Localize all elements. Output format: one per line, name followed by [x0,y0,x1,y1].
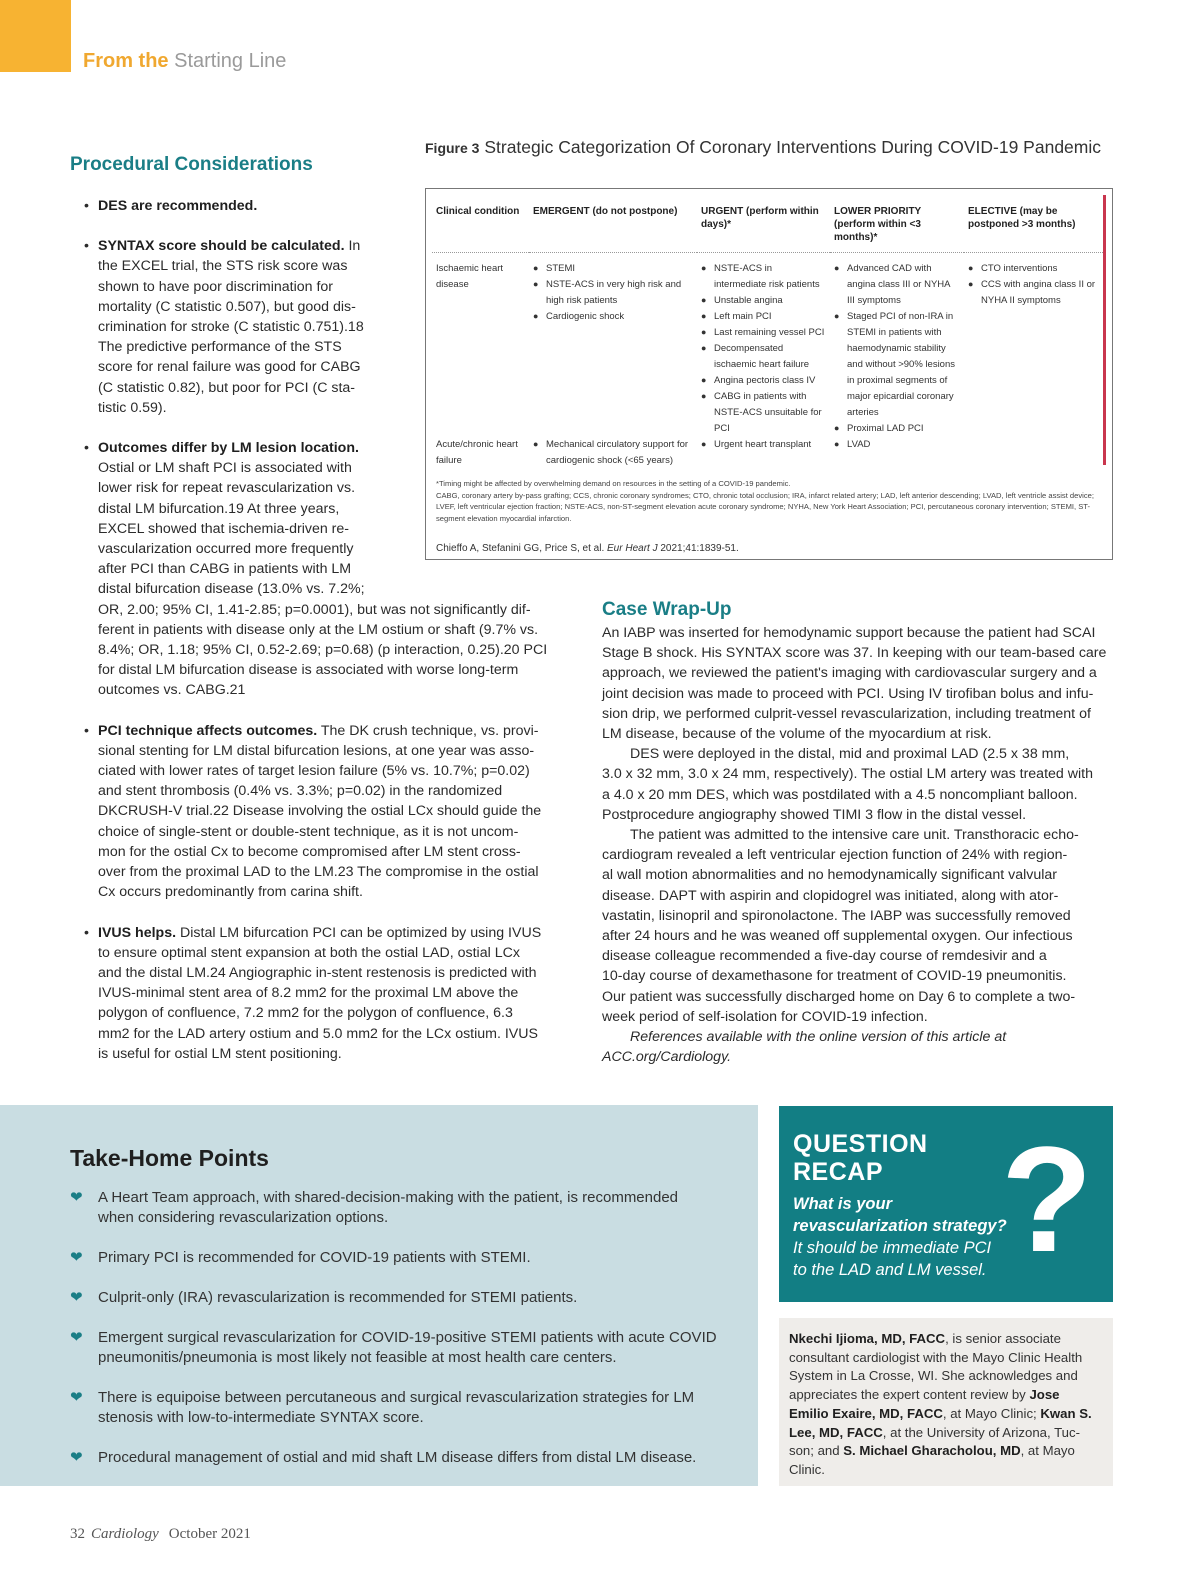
heart-icon: ❤ [70,1388,83,1406]
section-header: From the Starting Line [83,50,287,72]
text-line: shown to have poor discrimination for [98,278,334,295]
text-line: The predictive performance of the STS [98,339,342,356]
table-list-item: ● Staged PCI of non-IRA in STEMI in patients with haemodynamic stability and without >90% lesions in proximal segments of major epicardial coronary arteries [834,309,960,421]
list-item: • DES are recommended. [84,198,258,214]
author-bio: Nkechi Ijioma, MD, FACC, is senior associate consultant cardiologist with the Mayo Clinic Health System in La Crosse, WI. She acknowledges and appreciates the expert content review by Jose Emilio Exaire, MD, FACC, at Mayo Clinic; Kwan S. Lee, MD, FACC, at the University of Arizona, Tuc- son; and S. Michael Gharacholou, MD, at Mayo Clinic. [789,1331,1092,1477]
take-home-item [70,1328,760,1369]
text-line: DES were deployed in the distal, mid and proximal LAD (2.5 x 38 mm, [630,746,1070,763]
text-line: over from the proximal LAD to the LM.23 The compromise in the ostial [98,864,539,881]
text-line: choice of single-stent or double-stent technique, as it is not uncom- [98,823,519,840]
table-cell: Ischaemic heart disease [436,263,504,290]
text-line: sion drip, we performed culprit-vessel revascularization, including treatment of [602,705,1091,722]
text-line: score for renal failure was good for CABG [98,359,361,376]
text-line: distal LM bifurcation.19 At three years, [98,500,340,517]
table-list-item: ● NSTE-ACS in intermediate risk patients [701,261,826,293]
text-line: and stent thrombosis (0.4% vs. 3.3%; p=0.02) in the randomized [98,783,503,800]
text-line: ACC.org/Cardiology. [602,1049,732,1066]
list-item: • SYNTAX score should be calculated. In the EXCEL trial, the STS risk score was shown to have poor discrimination for mortality (C statistic 0.507), but good dis- crimination for stroke (C statistic 0.751).18 The predictive performance of the STS score for renal failure was good for CABG (C statistic 0.82), but poor for PCI (C sta- tistic 0.59). [84,236,584,418]
table-list-item: ● Urgent heart transplant [701,437,826,453]
figure-table-frame [432,195,1106,465]
text-line: OR, 2.00; 95% CI, 1.41-2.85; p=0.0001), but was not significantly dif- [98,601,531,618]
text-line: mon for the ostial Cx to become compromised after LM stent cross- [98,843,521,860]
text-line: al wall motion abnormalities and no hemodynamically significant valvular [602,867,1058,884]
answer-text: It should be immediate PCI to the LAD and LM vessel. [793,1239,992,1279]
figure-box [425,188,1113,560]
text-line: a 4.0 x 20 mm DES, which was postdilated with a 4.5 noncompliant balloon. [602,786,1078,803]
list-item: • PCI technique affects outcomes. The DK crush technique, vs. provi- sional stenting for LM distal bifurcation lesions, at one year was asso- ciated with lower rates of target lesion failure (5% vs. 10.7%; p=0.02) and stent thrombosis (0.4% vs. 3.3%; p=0.02) in the randomized DKCRUSH-V trial.22 Disease involving the ostial LCx should guide the choice of single-stent or double-stent technique, as it is not uncom- mon for the ostial Cx to become compromised after LM stent cross- over from the proximal LAD to the LM.23 The compromise in the ostial Cx occurs predominantly from carina shift. [84,721,584,903]
text-line: A Heart Team approach, with shared-decision-making with the patient, is recommended [98,1189,679,1206]
table-list-item: ● CABG in patients with NSTE-ACS unsuitable for PCI [701,389,826,437]
text-line: An IABP was inserted for hemodynamic support because the patient had SCAI [602,625,1096,641]
text-line: Ostial or LM shaft PCI is associated with [98,460,352,477]
magazine-name: Cardiology [91,1526,159,1542]
text-line: Our patient was successfully discharged home on Day 6 to complete a two- [602,988,1076,1005]
text-line: week period of self-isolation for COVID-19 infection. [602,1008,928,1025]
text-line: 10-day course of dexamethasone for treatment of COVID-19 pneumonitis. [602,968,1067,985]
text-line: mm2 for the LAD artery ostium and 5.0 mm2 for the LCx ostium. IVUS [98,1025,538,1042]
author-bio-box [779,1318,1113,1486]
table-list-item: ● Left main PCI [701,309,826,325]
text-line: disease colleague recommended a five-day course of remdesivir and a [602,948,1047,965]
text-line: outcomes vs. CABG.21 [98,682,246,699]
take-home-item [70,1248,760,1268]
procedural-heading: Procedural Considerations [70,154,313,175]
figure-table [432,195,1103,469]
text-line: after PCI than CABG in patients with LM [98,561,352,578]
text-line: pneumonitis/pneumonia is most likely not feasible at most health care centers. [98,1348,617,1366]
text-line: (C statistic 0.82), but poor for PCI (C sta- [98,379,356,396]
text-line: disease. DAPT with aspirin and clopidogrel was initiated, along with ator- [602,887,1059,904]
text-line: mortality (C statistic 0.507), but good dis- [98,298,356,315]
text-line: The patient was admitted to the intensive care unit. Transthoracic echo- [630,827,1079,844]
text-line: References available with the online version of this article at [630,1029,1007,1046]
text-line: crimination for stroke (C statistic 0.751).18 [98,319,364,336]
heart-icon: ❤ [70,1249,83,1267]
case-wrapup-text [602,623,1114,1067]
text-line: 8.4%; OR, 1.18; 95% CI, 0.52-2.69; p=0.68) (p interaction, 0.25).20 PCI [98,642,548,659]
text-line: ciated with lower rates of target lesion failure (5% vs. 10.7%; p=0.02) [98,763,530,780]
text-line: Cx occurs predominantly from carina shift. [98,884,363,901]
corner-tab [0,0,71,72]
text-line: and the distal LM.24 Angiographic in-stent restenosis is predicted with [98,964,537,981]
table-cell: Acute/chronic heart failure [436,439,518,466]
table-list-item: ● CTO interventions [968,261,1099,277]
column-header: LOWER PRIORITY (perform within <3 months)* [830,195,964,253]
text-line: Postprocedure angiography showed TIMI 3 flow in the distal vessel. [602,806,1027,823]
heart-icon: ❤ [70,1448,83,1466]
list-item: • Outcomes differ by LM lesion location. Ostial or LM shaft PCI is associated with lower risk for repeat revascularization vs. distal LM bifurcation.19 At three years, EXCEL showed that ischemia-driven re- vascularization occurred more frequently after PCI than CABG in patients with LM distal bifurcation disease (13.0% vs. 7.2%; OR, 2.00; 95% CI, 1.41-2.85; p=0.0001), but was not significantly dif- ferent in patients with disease only at the LM ostium or shaft (9.7% vs. 8.4%; OR, 1.18; 95% CI, 0.52-2.69; p=0.68) (p interaction, 0.25).20 PCI for distal LM bifurcation disease is associated with worse long-term outcomes vs. CABG.21 [84,438,584,701]
table-list-item: ● CCS with angina class II or NYHA II symptoms [968,277,1099,309]
column-header: EMERGENT (do not postpone) [529,195,697,253]
table-list-item: ● Last remaining vessel PCI [701,325,826,341]
take-home-heading: Take-Home Points [70,1145,269,1171]
text-line: Emergent surgical revascularization for COVID-19-positive STEMI patients with acute COVID [98,1328,717,1346]
text-line: stenosis with low-to-intermediate SYNTAX score. [98,1409,424,1427]
table-list-item: ● Mechanical circulatory support for cardiogenic shock (<65 years) [533,437,693,469]
question-mark-icon: ? [1001,1115,1093,1283]
text-line: to ensure optimal stent expansion at both the ostial LAD, ostial LCx [98,944,520,961]
table-list-item: ● Advanced CAD with angina class III or NYHA III symptoms [834,261,960,309]
text-line: approach, we reviewed the patient's imaging with cardiovascular surgery and a [602,665,1097,682]
text-line: sional stenting for LM distal bifurcation lesions, at one year was asso- [98,742,535,759]
issue-date: October 2021 [168,1526,251,1542]
text-line: There is equipoise between percutaneous and surgical revascularization strategies for LM [98,1388,695,1406]
text-line: Culprit-only (IRA) revascularization is recommended for STEMI patients. [98,1288,578,1306]
question-text: What is your revascularization strategy? [793,1195,1007,1235]
table-list-item: ● Unstable angina [701,293,826,309]
figure-notes [436,478,1104,524]
text-line: when considering revascularization options. [98,1209,389,1227]
case-wrapup-heading: Case Wrap-Up [602,599,732,620]
question-recap-box [779,1106,1113,1302]
take-home-list [70,1188,760,1488]
text-line: Primary PCI is recommended for COVID-19 patients with STEMI. [98,1249,531,1267]
table-list-item: ● LVAD [834,437,960,453]
text-line: the EXCEL trial, the STS risk score was [98,258,348,275]
text-line: lower risk for repeat revascularization vs. [98,480,356,497]
table-row [432,253,1103,438]
column-header: Clinical condition [432,195,529,253]
text-line: after 24 hours and he was weaned off supplemental oxygen. Our infectious [602,928,1073,945]
heart-icon: ❤ [70,1328,83,1346]
take-home-item [70,1388,760,1429]
page-number: 32 [70,1526,85,1542]
text-line: DKCRUSH-V trial.22 Disease involving the ostial LCx should guide the [98,803,542,820]
table-list-item: ● Cardiogenic shock [533,309,693,325]
text-line: joint decision was made to proceed with PCI. Using IV tirofiban bolus and infu- [602,685,1094,702]
text-line: 3.0 x 32 mm, 3.0 x 24 mm, respectively). The ostial LM artery was treated with [602,766,1093,783]
text-line: Stage B shock. His SYNTAX score was 37. In keeping with our team-based care [602,645,1107,662]
text-line: vascularization occurred more frequently [98,541,354,558]
column-header: URGENT (perform within days)* [697,195,830,253]
page-footer [70,1526,251,1543]
text-line: distal bifurcation disease (13.0% vs. 7.2%; [98,581,365,598]
text-line: LM disease, because of the volume of the myocardium at risk. [602,726,992,743]
text-line: tistic 0.59). [98,399,167,416]
text-line: EXCEL showed that ischemia-driven re- [98,520,350,537]
take-home-item [70,1288,760,1308]
figure-title: Figure 3 Strategic Categorization Of Coronary Interventions During COVID-19 Pandemic [425,137,1102,157]
take-home-item [70,1448,760,1468]
table-row [432,437,1103,469]
table-list-item: ● Proximal LAD PCI [834,421,960,437]
text-line: vastatin, lisinopril and spironolactone. The IABP was successfully removed [602,907,1071,924]
question-recap-title: QUESTION RECAP [793,1130,928,1186]
table-list-item: ● Angina pectoris class IV [701,373,826,389]
table-list-item: ● Decompensated ischaemic heart failure [701,341,826,373]
text-line: ferent in patients with disease only at the LM ostium or shaft (9.7% vs. [98,621,539,638]
text-line: polygon of confluence, 7.2 mm2 for the polygon of confluence, 6.3 [98,1005,513,1022]
text-line: Procedural management of ostial and mid shaft LM disease differs from distal LM disease. [98,1448,697,1466]
figure-source: Chieffo A, Stefanini GG, Price S, et al. Eur Heart J 2021;41:1839-51. [436,543,739,554]
table-list-item: ● NSTE-ACS in very high risk and high risk patients [533,277,693,309]
list-item: • IVUS helps. Distal LM bifurcation PCI can be optimized by using IVUS to ensure optimal stent expansion at both the ostial LAD, ostial LCx and the distal LM.24 Angiographic in-stent restenosis is predicted with IVUS-minimal stent area of 8.2 mm2 for the proximal LM above the polygon of confluence, 7.2 mm2 for the polygon of confluence, 6.3 mm2 for the LAD artery ostium and 5.0 mm2 for the LCx ostium. IVUS is useful for ostial LM stent positioning. [84,923,584,1064]
text-line: cardiogram revealed a left ventricular ejection function of 24% with region- [602,847,1068,864]
figure-note: *Timing might be affected by overwhelming demand on resources in the setting of a COVID-19 pandemic. [436,479,791,488]
heart-icon: ❤ [70,1288,83,1306]
column-header: ELECTIVE (may be postponed >3 months) [964,195,1103,253]
text-line: IVUS-minimal stent area of 8.2 mm2 for the proximal LM above the [98,985,519,1002]
figure-note: CABG, coronary artery by-pass grafting; CCS, chronic coronary syndromes; CTO, chronic total occlusion; IRA, infarct related artery; LAD, left anterior descending; LVAD, left ventricle assist device; LVEF, left ventricular ejection fraction; NSTE-ACS, non-ST-segment elevation acute coronary syndrome; NYHA, New York Heart Association; PCI, percutaneous coronary intervention; STEMI, ST-segment elevation myocardial infarction. [436,490,1094,523]
text-line: is useful for ostial LM stent positioning. [98,1045,342,1062]
take-home-item [70,1188,760,1229]
table-list-item: ● STEMI [533,261,693,277]
heart-icon: ❤ [70,1189,83,1206]
text-line: for distal LM bifurcation disease is associated with worse long-term [98,662,519,679]
